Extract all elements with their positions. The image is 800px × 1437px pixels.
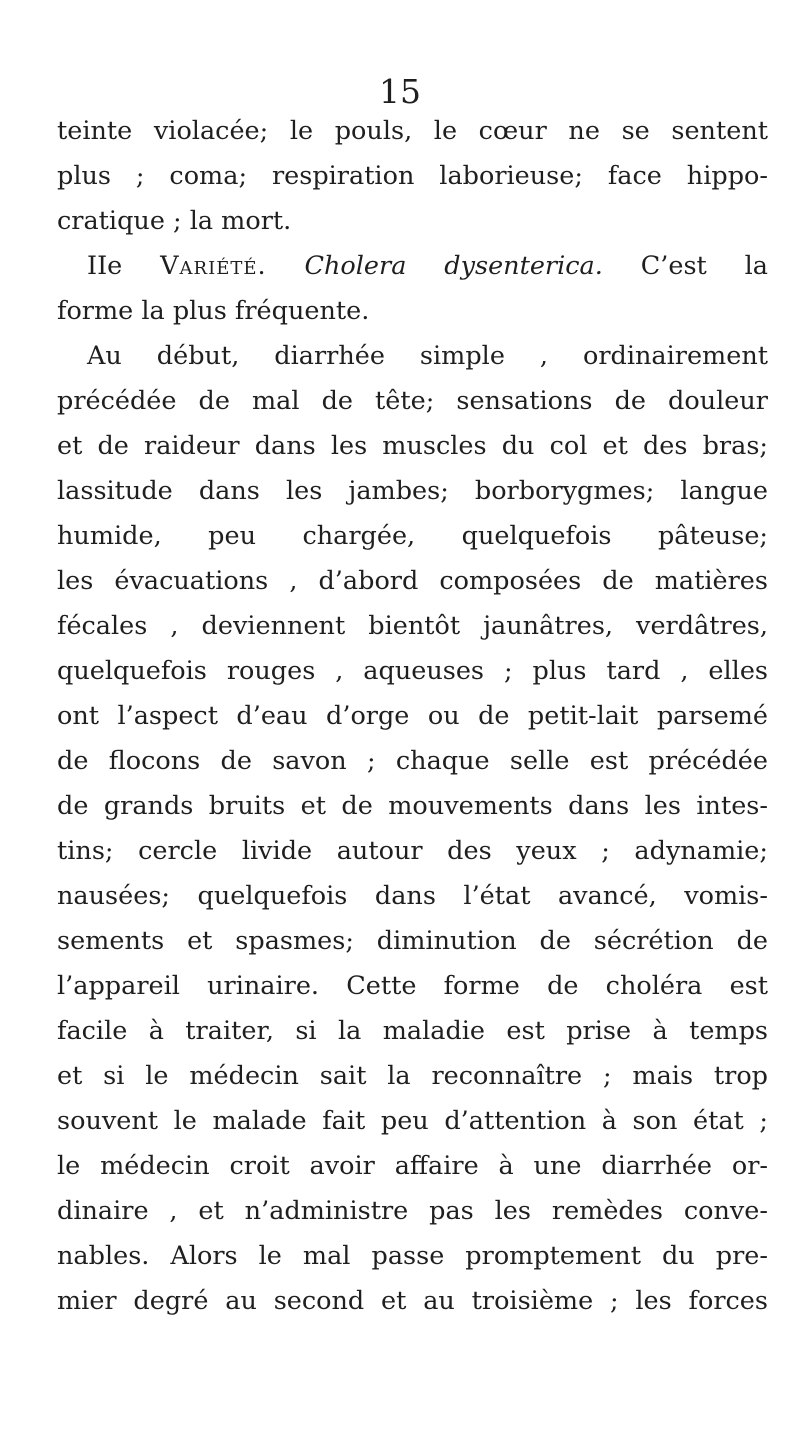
latin-name: Cholera dysenterica. xyxy=(304,251,603,281)
text-line: souvent le malade fait peu d’attention à son état ; xyxy=(57,1106,768,1136)
text-line: les évacuations , d’abord composées de matières xyxy=(57,566,768,596)
text-line: teinte violacée; le pouls, le cœur ne se sentent xyxy=(57,116,768,146)
roman-numeral: IIe xyxy=(87,251,123,281)
text-line: nausées; quelquefois dans l’état avancé, vomis- xyxy=(57,881,768,911)
text-line: facile à traiter, si la maladie est prise à temps xyxy=(57,1016,768,1046)
text-line: Au début, diarrhée simple , ordinairement xyxy=(87,341,768,371)
text-line: et si le médecin sait la reconnaître ; mais trop xyxy=(57,1061,768,1091)
text-line: cratique ; la mort. xyxy=(57,206,292,236)
text-line: sements et spasmes; diminution de sécrétion de xyxy=(57,926,768,956)
text-line: humide, peu chargée, quelquefois pâteuse; xyxy=(57,521,768,551)
text-line: ont l’aspect d’eau d’orge ou de petit-lait parsemé xyxy=(57,701,768,731)
text-line: plus ; coma; respiration laborieuse; face hippo- xyxy=(57,161,768,191)
text-line: forme la plus fréquente. xyxy=(57,296,370,326)
text-line: nables. Alors le mal passe promptement du pre- xyxy=(57,1241,768,1271)
variety-label: Variété. xyxy=(160,251,267,281)
text-line: lassitude dans les jambes; borborygmes; langue xyxy=(57,476,768,506)
text-line: fécales , deviennent bientôt jaunâtres, verdâtres, xyxy=(57,611,768,641)
body-text xyxy=(57,109,768,1324)
text-line: le médecin croit avoir affaire à une diarrhée or- xyxy=(57,1151,768,1181)
text-line: l’appareil urinaire. Cette forme de choléra est xyxy=(57,971,768,1001)
text-line: dinaire , et n’administre pas les remèdes conve- xyxy=(57,1196,768,1226)
text-line: mier degré au second et au troisième ; les forces xyxy=(57,1286,768,1316)
text-line: de grands bruits et de mouvements dans les intes- xyxy=(57,791,768,821)
variety-heading-line xyxy=(57,244,768,289)
text-line: précédée de mal de tête; sensations de douleur xyxy=(57,386,768,416)
text-line: et de raideur dans les muscles du col et des bras; xyxy=(57,431,768,461)
heading-continuation: C’est la xyxy=(640,251,769,281)
text-line: de flocons de savon ; chaque selle est précédée xyxy=(57,746,768,776)
text-line: tins; cercle livide autour des yeux ; adynamie; xyxy=(57,836,768,866)
page-number: 15 xyxy=(379,72,421,111)
text-line: quelquefois rouges , aqueuses ; plus tard , elles xyxy=(57,656,768,686)
